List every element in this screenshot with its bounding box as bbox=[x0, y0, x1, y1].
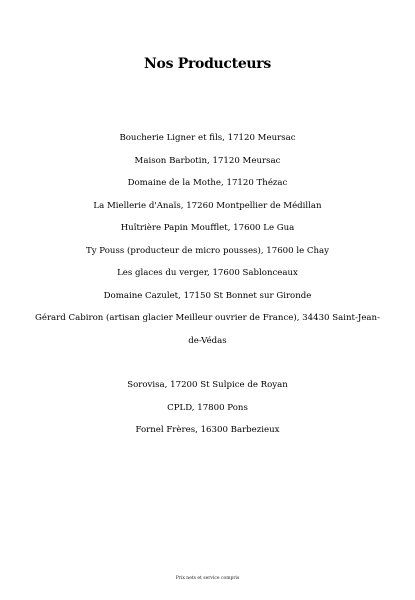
producer-item: Sorovisa, 17200 St Sulpice de Royan bbox=[127, 380, 288, 390]
producer-item: Gérard Cabiron (artisan glacier Meilleur ouvrier de France), 34430 Saint-Jean-de-Védas bbox=[35, 313, 380, 346]
producer-item: La Miellerie d'Anaïs, 17260 Montpellier de Médillan bbox=[93, 200, 322, 211]
footer-note: Prix nets et service compris bbox=[175, 576, 240, 581]
page-title: Nos Producteurs bbox=[144, 56, 271, 72]
producer-item: Domaine de la Mothe, 17120 Thézac bbox=[127, 178, 288, 188]
producer-item: Maison Barbotin, 17120 Meursac bbox=[134, 155, 281, 166]
list-spacer bbox=[30, 352, 385, 374]
producer-item: Fornel Frères, 16300 Barbezieux bbox=[135, 425, 280, 435]
producer-item: Ty Pouss (producteur de micro pousses), 17600 le Chay bbox=[85, 245, 330, 256]
producer-item: Les glaces du verger, 17600 Sablonceaux bbox=[117, 268, 298, 278]
producer-list bbox=[30, 127, 385, 442]
producer-item: Domaine Cazulet, 17150 St Bonnet sur Gironde bbox=[103, 290, 312, 301]
producer-item: CPLD, 17800 Pons bbox=[167, 402, 248, 413]
producer-item: Boucherie Ligner et fils, 17120 Meursac bbox=[119, 133, 296, 143]
producer-item: Huîtrière Papin Moufflet, 17600 Le Gua bbox=[120, 223, 295, 233]
